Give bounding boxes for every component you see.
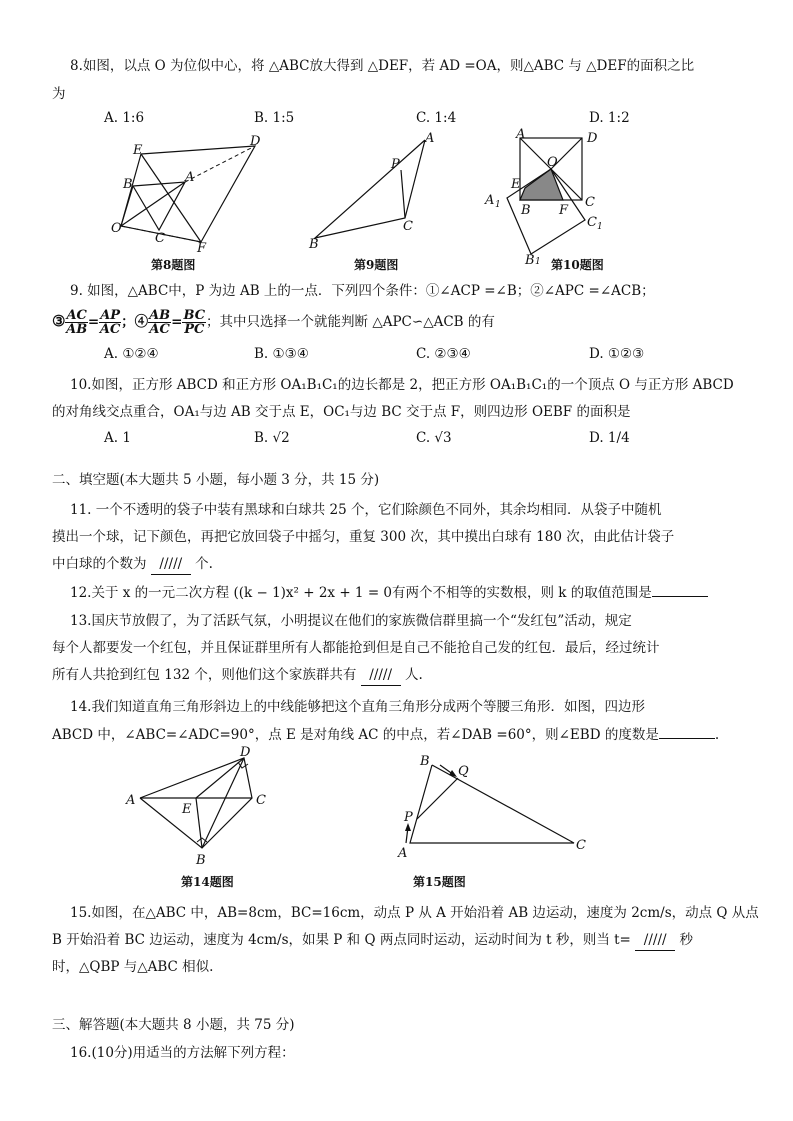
q8-line1: 8.如图，以点 O 为位似中心，将 △ABC放大得到 △DEF，若 AD =OA，则△ABC 与 △DEF的面积之比 — [70, 58, 695, 74]
figure-10-caption: 第10题图 — [551, 258, 604, 272]
q9-option-c: C. ②③④ — [416, 346, 471, 362]
q9-cond4-mark: ；④ — [121, 314, 149, 330]
fig10-label-e: E — [511, 177, 521, 192]
fig10-label-b1: B — [525, 253, 535, 268]
fig9-label-b: B — [309, 237, 319, 252]
q9-option-b: B. ①③④ — [254, 346, 309, 362]
q9-option-d: D. ①②③ — [589, 346, 645, 362]
q11-line1: 11. 一个不透明的袋子中装有黑球和白球共 25 个，它们除颜色不同外，其余均相同．从袋子中随机 — [70, 502, 662, 518]
q9-fraction-ab-ac: $\frac{AB}{AC}$ — [149, 308, 171, 337]
fig14-label-a: A — [126, 793, 136, 808]
fig10-label-b1-sub: 1 — [535, 257, 541, 267]
fig10-label-a: A — [516, 127, 526, 142]
figure-8-caption: 第8题图 — [151, 258, 196, 272]
fig8-label-f: F — [197, 241, 207, 256]
q11-line3: 中白球的个数为 ///// 个. — [52, 554, 213, 575]
q8-option-b: B. 1:5 — [254, 110, 295, 126]
q9-line1: 9. 如图，△ABC中，P 为边 AB 上的一点．下列四个条件：①∠ACP =∠B；②∠APC =∠ACB； — [70, 283, 655, 299]
q12-answer-blank[interactable] — [652, 596, 708, 597]
fig10-label-f: F — [559, 203, 569, 218]
q14-line1: 14.我们知道直角三角形斜边上的中线能够把这个直角三角形分成两个等腰三角形．如图，四边形 — [70, 699, 645, 715]
q14-line2: ABCD 中，∠ABC=∠ADC=90°，点 E 是对角线 AC 的中点，若∠DAB =60°，则∠EBD 的度数是 . — [52, 727, 720, 743]
q12-text: 12.关于 x 的一元二次方程 ((k − 1)x² + 2x + 1 = 0有两个不相等的实数根，则 k 的取值范围是 — [70, 583, 708, 603]
q10-line2: 的对角线交点重合，OA₁与边 AB 交于点 E，OC₁与边 BC 交于点 F，则四边形 OEBF 的面积是 — [52, 404, 631, 420]
q10-option-b: B. √2 — [254, 430, 290, 446]
fig10-label-o: O — [547, 155, 558, 170]
fig14-label-b: B — [196, 853, 206, 868]
fig9-label-a: A — [425, 131, 435, 146]
q9-cond3-mark: ③ — [52, 312, 66, 330]
figure-9-caption: 第9题图 — [354, 258, 399, 272]
fig8-label-d: D — [250, 134, 261, 149]
q8-line2: 为 — [52, 86, 66, 102]
fig10-label-a1: A — [485, 193, 495, 208]
q9-line2: ③ $\frac{AC}{AB}$ = $\frac{AP}{AC}$ ；④ $\frac{AB}{AC}$ = $\frac{BC}{PC}$ ；其中只选择一个就能判断 △APC∽△ACB 的有 — [52, 308, 495, 337]
figure-9-diagram — [305, 130, 445, 252]
q16-text: 16.(10分)用适当的方法解下列方程： — [70, 1045, 295, 1061]
fig10-label-c: C — [585, 195, 595, 210]
fig14-label-d: D — [240, 745, 251, 760]
q15-line2: B 开始沿着 BC 边运动，速度为 4cm/s，如果 P 和 Q 两点同时运动，运动时间为 t 秒，则当 t= ///// 秒 — [52, 930, 693, 951]
q8-option-d: D. 1:2 — [589, 110, 630, 126]
fig10-label-b: B — [521, 203, 531, 218]
fig14-label-c: C — [256, 793, 266, 808]
fig9-label-p: P — [391, 157, 400, 172]
fig15-label-b: B — [420, 754, 430, 769]
q15-answer-blank[interactable]: ///// — [635, 930, 675, 951]
q14-answer-blank[interactable] — [659, 738, 715, 739]
figure-15-caption: 第15题图 — [413, 875, 466, 889]
q11-line2: 摸出一个球，记下颜色，再把它放回袋子中摇匀，重复 300 次，其中摸出白球有 180 次，由此估计袋子 — [52, 529, 675, 545]
fig15-label-c: C — [576, 838, 586, 853]
fig10-label-c1-sub: 1 — [597, 222, 603, 232]
section-3-title: 三、解答题(本大题共 8 小题，共 75 分) — [52, 1017, 295, 1033]
fig10-label-d: D — [587, 131, 598, 146]
q13-answer-blank[interactable]: ///// — [361, 665, 401, 686]
section-2-title: 二、填空题(本大题共 5 小题，每小题 3 分，共 15 分) — [52, 472, 380, 488]
figure-14-diagram — [122, 742, 282, 872]
fig15-label-a: A — [398, 846, 408, 861]
q9-option-a: A. ①②④ — [104, 346, 159, 362]
q13-line1: 13.国庆节放假了，为了活跃气氛，小明提议在他们的家族微信群里搞一个“发红包”活动，规定 — [70, 613, 632, 629]
q9-fraction-ap-ac: $\frac{AP}{AC}$ — [99, 308, 121, 337]
q10-option-d: D. 1/4 — [589, 430, 630, 446]
figure-8-diagram — [105, 134, 275, 254]
fig8-label-b: B — [123, 177, 133, 192]
fig15-label-p: P — [404, 810, 413, 825]
fig8-label-c: C — [155, 231, 165, 246]
q13-line3: 所有人共抢到红包 132 个，则他们这个家族群共有 ///// 人. — [52, 665, 423, 686]
fig14-label-e: E — [182, 802, 192, 817]
figure-15-diagram — [392, 745, 592, 863]
q9-fraction-bc-pc: $\frac{BC}{PC}$ — [183, 308, 206, 337]
q9-fraction-ac-ab: $\frac{AC}{AB}$ — [66, 308, 88, 337]
fig10-label-c1: C — [587, 215, 597, 230]
fig15-label-q: Q — [458, 764, 469, 779]
q8-option-a: A. 1:6 — [104, 110, 145, 126]
fig8-label-o: O — [111, 221, 122, 236]
q15-line3: 时，△QBP 与△ABC 相似. — [52, 959, 214, 975]
fig8-label-e: E — [133, 143, 143, 158]
q13-line2: 每个人都要发一个红包，并且保证群里所有人都能抢到但是自己不能抢自己发的红包．最后，经过统计 — [52, 640, 660, 656]
fig8-label-a: A — [185, 170, 195, 185]
fig10-label-a1-sub: 1 — [495, 200, 501, 210]
q10-option-c: C. √3 — [416, 430, 452, 446]
q10-option-a: A. 1 — [104, 430, 131, 446]
q10-line1: 10.如图，正方形 ABCD 和正方形 OA₁B₁C₁的边长都是 2，把正方形 OA₁B₁C₁的一个顶点 O 与正方形 ABCD — [70, 377, 734, 393]
q8-option-c: C. 1:4 — [416, 110, 457, 126]
fig9-label-c: C — [403, 219, 413, 234]
q11-answer-blank[interactable]: ///// — [151, 554, 191, 575]
q9-tail: ；其中只选择一个就能判断 △APC∽△ACB 的有 — [206, 314, 495, 330]
q15-line1: 15.如图，在△ABC 中，AB=8cm，BC=16cm，动点 P 从 A 开始沿着 AB 边运动，速度为 2cm/s，动点 Q 从点 — [70, 905, 759, 921]
figure-14-caption: 第14题图 — [181, 875, 234, 889]
